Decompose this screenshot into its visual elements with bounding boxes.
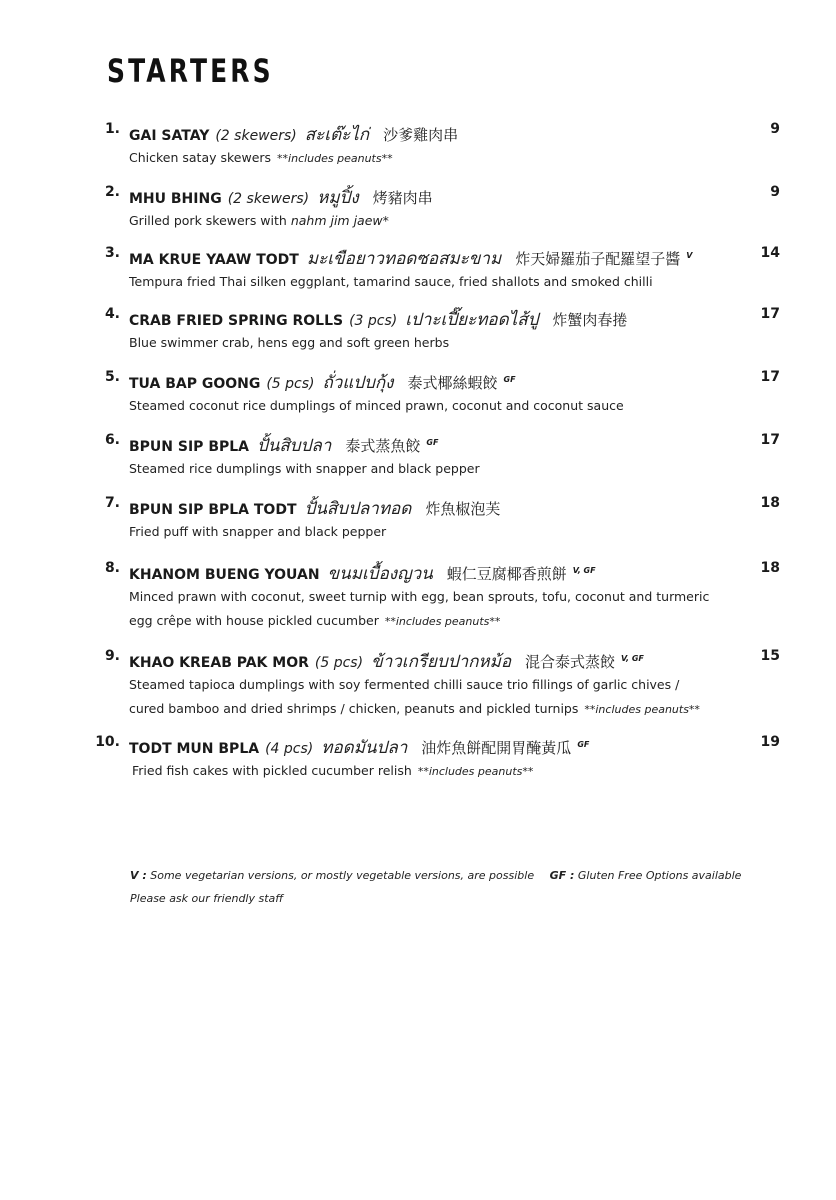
item-name: MHU BHING: [129, 191, 222, 207]
item-desc-text-2: cured bamboo and dried shrimps / chicken, peanuts and pickled turnips: [129, 701, 579, 716]
item-number: 6.: [104, 432, 120, 448]
item-price: 9: [770, 184, 780, 200]
item-chinese-name: 混合泰式蒸餃: [525, 653, 616, 671]
item-thai-name: เปาะเปี๊ยะทอดไส้ปู: [405, 310, 539, 330]
item-price: 18: [760, 560, 780, 576]
footnote-v-text: Some vegetarian versions, or mostly vegetable versions, are possible: [150, 869, 535, 882]
item-thai-name: สะเต๊ะไก่: [304, 125, 370, 145]
item-heading: [129, 734, 589, 761]
item-thai-name: หมูปิ้ง: [317, 188, 359, 208]
item-price: 18: [760, 495, 780, 511]
item-chinese-name: 油炸魚餅配開胃醃黃瓜: [421, 739, 572, 757]
item-diet-tag: GF: [577, 740, 590, 750]
item-thai-name: ทอดมันปลา: [321, 738, 408, 758]
item-description: [129, 270, 729, 294]
item-number: 1.: [104, 121, 120, 137]
item-description-line-2: [129, 697, 729, 722]
item-diet-tag: GF: [426, 438, 439, 448]
item-description: [129, 394, 729, 418]
item-chinese-name: 炸魚椒泡芙: [425, 500, 501, 518]
item-desc-text: Steamed tapioca dumplings with soy fermented chilli sauce trio fillings of garlic chives /: [129, 677, 680, 692]
item-description-line-1: [129, 457, 729, 481]
item-heading: [129, 495, 500, 522]
item-chinese-name: 泰式蒸魚餃: [345, 437, 421, 455]
item-thai-name: ขนมเบื้องญวน: [327, 564, 433, 584]
item-description: [129, 146, 729, 171]
item-name: KHAO KREAB PAK MOR: [129, 655, 309, 671]
item-diet-tag: GF: [503, 375, 516, 385]
item-quantity: (4 pcs): [265, 741, 314, 757]
item-heading: [129, 648, 644, 675]
item-diet-tag: V, GF: [621, 654, 644, 664]
item-description-line-2: [129, 609, 729, 634]
item-number: 8.: [104, 560, 120, 576]
item-price: 19: [760, 734, 780, 750]
item-chinese-name: 沙爹雞肉串: [383, 126, 459, 144]
item-quantity: (3 pcs): [349, 313, 398, 329]
item-name: BPUN SIP BPLA: [129, 439, 250, 455]
item-desc-text-2: egg crêpe with house pickled cucumber: [129, 613, 379, 628]
item-desc-text: Fried fish cakes with pickled cucumber relish: [132, 763, 412, 778]
item-name: GAI SATAY: [129, 128, 210, 144]
item-desc-text: Minced prawn with coconut, sweet turnip with egg, bean sprouts, tofu, coconut and turmeric: [129, 589, 710, 604]
item-desc-text: Steamed rice dumplings with snapper and black pepper: [129, 461, 480, 476]
item-description: [129, 209, 729, 233]
item-heading: [129, 432, 438, 459]
footnote-v-key: V :: [130, 869, 147, 882]
item-diet-tag: V: [686, 251, 693, 261]
item-heading: [129, 121, 458, 148]
item-price: 9: [770, 121, 780, 137]
item-chinese-name: 蝦仁豆腐椰香煎餅: [446, 565, 567, 583]
item-chinese-name: 炸蟹肉春捲: [552, 311, 628, 329]
item-thai-name: ถั่วแปบกุ้ง: [322, 373, 394, 393]
item-quantity: (2 skewers): [215, 128, 297, 144]
item-number: 4.: [104, 306, 120, 322]
item-name: TODT MUN BPLA: [129, 741, 260, 757]
item-description-line-1: [129, 146, 729, 171]
item-description-line-1: [129, 394, 729, 418]
item-thai-name: ปั้นสิบปลาทอด: [304, 499, 412, 519]
item-diet-tag: V, GF: [572, 566, 596, 576]
footnote-gf-text: Gluten Free Options available: [577, 869, 742, 882]
item-quantity: (5 pcs): [266, 376, 315, 392]
item-description-line-1: [132, 759, 732, 784]
item-description-line-1: [129, 673, 729, 697]
item-number: 10.: [95, 734, 120, 750]
item-price: 17: [760, 432, 780, 448]
footnote: [130, 864, 741, 910]
footnote-line-2: Please ask our friendly staff: [130, 892, 284, 905]
item-desc-text: Grilled pork skewers with: [129, 213, 287, 228]
item-price: 17: [760, 306, 780, 322]
item-chinese-name: 泰式椰絲蝦餃: [407, 374, 498, 392]
item-number: 9.: [104, 648, 120, 664]
item-chinese-name: 烤豬肉串: [372, 189, 433, 207]
item-desc-text: Blue swimmer crab, hens egg and soft green herbs: [129, 335, 450, 350]
item-thai-name: มะเขือยาวทอดซอสมะขาม: [306, 249, 502, 269]
item-description: [132, 759, 732, 784]
footnote-gf-key: GF :: [549, 869, 575, 882]
item-quantity: (2 skewers): [227, 191, 310, 207]
item-allergy-note: **includes peanuts**: [277, 152, 393, 165]
item-heading: [129, 245, 692, 272]
item-description: [129, 331, 729, 355]
item-heading: [129, 184, 433, 211]
item-heading: [129, 369, 516, 396]
item-number: 2.: [104, 184, 120, 200]
item-name: TUA BAP GOONG: [129, 376, 261, 392]
item-description: [129, 585, 729, 634]
item-description: [129, 457, 729, 481]
item-price: 17: [760, 369, 780, 385]
item-thai-name: ข้าวเกรียบปากหม้อ: [371, 652, 512, 672]
item-description-line-1: [129, 209, 729, 233]
item-desc-text: Tempura fried Thai silken eggplant, tamarind sauce, fried shallots and smoked chilli: [129, 274, 653, 289]
item-allergy-note: **includes peanuts**: [417, 765, 534, 778]
item-name: CRAB FRIED SPRING ROLLS: [129, 313, 344, 329]
item-name: BPUN SIP BPLA TODT: [129, 502, 297, 518]
item-description: [129, 673, 729, 722]
page-title: STARTERS: [107, 52, 274, 90]
item-quantity: (5 pcs): [314, 655, 364, 671]
item-allergy-note: **includes peanuts**: [384, 615, 501, 628]
item-number: 3.: [104, 245, 120, 261]
item-description-line-1: [129, 331, 729, 355]
item-description-line-1: [129, 520, 729, 544]
item-name: MA KRUE YAAW TODT: [129, 252, 299, 268]
item-description-line-1: [129, 585, 729, 609]
item-description-line-1: [129, 270, 729, 294]
item-desc-text: Chicken satay skewers: [129, 150, 272, 165]
item-number: 5.: [104, 369, 120, 385]
item-heading: [129, 560, 596, 587]
item-chinese-name: 炸天婦羅茄子配羅望子醬: [515, 250, 681, 268]
footnote-line-1: [130, 864, 741, 887]
item-thai-name: ปั้นสิบปลา: [257, 436, 332, 456]
item-number: 7.: [104, 495, 120, 511]
item-desc-text: Steamed coconut rice dumplings of minced prawn, coconut and coconut sauce: [129, 398, 624, 413]
item-desc-text: Fried puff with snapper and black pepper: [129, 524, 387, 539]
item-heading: [129, 306, 627, 333]
item-allergy-note: **includes peanuts**: [584, 703, 700, 716]
item-name: KHANOM BUENG YOUAN: [129, 567, 320, 583]
item-description: [129, 520, 729, 544]
item-price: 15: [760, 648, 780, 664]
item-desc-italic: nahm jim jaew*: [290, 213, 389, 228]
item-price: 14: [760, 245, 780, 261]
